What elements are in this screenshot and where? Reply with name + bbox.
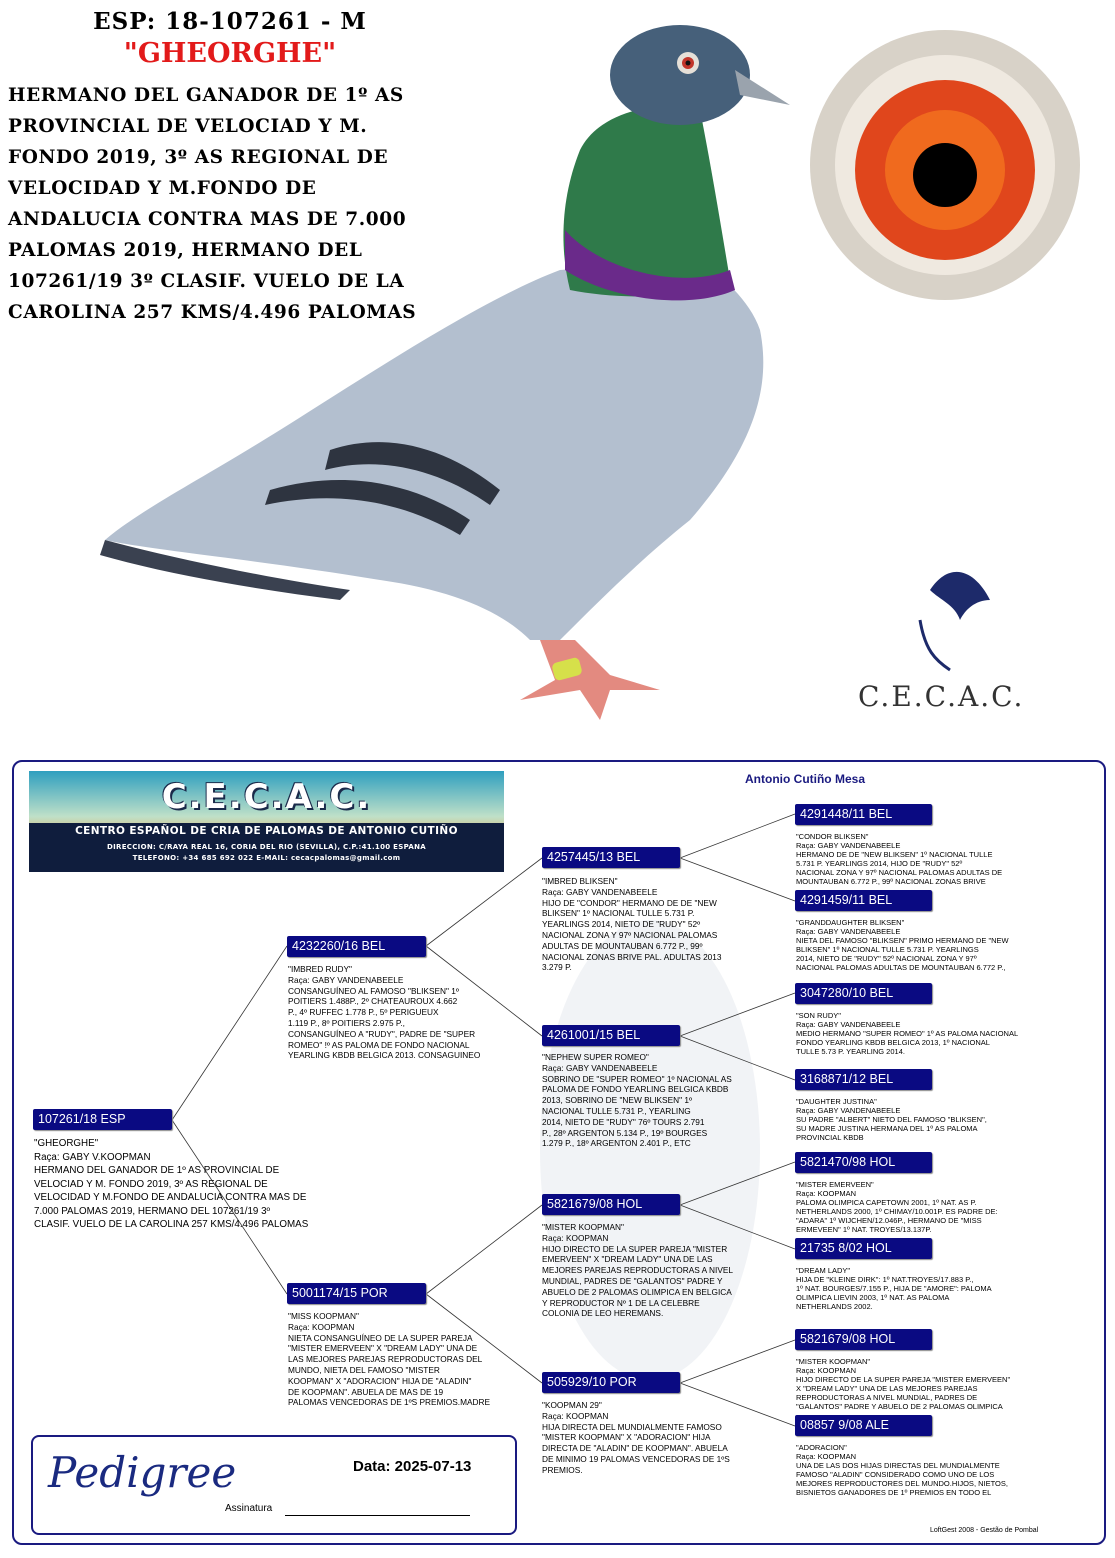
signature-label: Assinatura [225,1503,273,1514]
software-footer: LoftGest 2008 - Gestão de Pombal [930,1527,1039,1534]
ggp-info: "GRANDDAUGHTER BLIKSEN" Raça: GABY VANDENABEELE NIETA DEL FAMOSO "BLIKSEN" PRIMO HERMANO DE "NEW BLIKSEN" 1º NACIONAL TULLE 5.731 P. YEARLINGS 2014, NIETO DE "RUDY" 52º NACIONAL ZONA Y 97º NACIONAL PALOMAS ADULTAS DE MOUNTAUBAN 6.772 P., [796,918,1009,972]
ggp-info: "MISTER EMERVEEN" Raça: KOOPMAN PALOMA OLIMPICA CAPETOWN 2001, 1º NAT. AS P. NETHERLANDS 2000, 1º CHIMAY/10.001P. ES PADRE DE: "ADARA" 1º WIJCHEN/12.046P., HERMANO DE "MISS ERMEVEEN" 1º NAT. TROYES/13.137P. [796,1180,998,1234]
ggp-info: "ADORACION" Raça: KOOPMAN UNA DE LAS DOS HIJAS DIRECTAS DEL MUNDIALMENTE FAMOSO "ALADIN" CONSIDERADO COMO UNO DE LOS MEJORES REPRODUCTORES DEL MUNDO.HIJOS, NIETOS, BISNIETOS GANADORES DE 1º PREMIOS EN TODO EL [796,1443,1008,1497]
ring-number-title: ESP: 18-107261 - M [93,8,367,35]
banner-title: C.E.C.A.C. [161,777,372,817]
ggp-ring-box: 4291459/11 BEL [795,890,932,911]
ggp-info: "DAUGHTER JUSTINA" Raça: GABY VANDENABEELE SU PADRE "ALBERT" NIETO DEL FAMOSO "BLIKSEN", SU MADRE JUSTINA HERMANA DEL 1º AS PALOMA PROVINCIAL KBDB [796,1097,987,1142]
ggp-info: "MISTER KOOPMAN" Raça: KOOPMAN HIJO DIRECTO DE LA SUPER PAREJA "MISTER EMERVEEN" X "DREAM LADY" UNA DE LAS MEJORES PAREJAS REPRODUCTORAS A NIVEL MUNDIAL, PADRES DE "GALANTOS" PADRE Y ABUELO DE 2 PALOMAS OLIMPICA [796,1357,1011,1411]
sire-dam-info: "NEPHEW SUPER ROMEO" Raça: GABY VANDENABEELE SOBRINO DE "SUPER ROMEO" 1º NACIONAL AS PALOMA DE FONDO YEARLING BELGICA KBDB 2013, SOBRINO DE "NEW BLIKSEN" 1º NACIONAL TULLE 5.731 P., YEARLING 2014, NIETO DE "RUDY" 76º TOURS 2.791 P., 28º ARGENTON 5.134 P., 19º BOURGES 1.279 P., 18º ARGENTON 2.401 P., ETC [542,1052,732,1149]
dam-dam-ring-box: 505929/10 POR [542,1372,680,1393]
pedigree-title: Pedigree [48,1448,237,1497]
sire-ring-box: 4232260/16 BEL [287,936,426,957]
subject-info: "GHEORGHE" Raça: GABY V.KOOPMAN HERMANO DEL GANADOR DE 1º AS PROVINCIAL DE VELOCIAD Y M. FONDO 2019, 3º AS REGIONAL DE VELOCIDAD Y M.FONDO DE ANDALUCIA CONTRA MAS DE 7.000 PALOMAS 2019, HERMANO DEL 107261/19 3º CLASIF. VUELO DE LA CAROLINA 257 KMS/4.496 PALOMAS [34,1138,309,1230]
ggp-ring-box: 5821679/08 HOL [795,1329,932,1350]
subject-ring-box: 107261/18 ESP [33,1109,172,1130]
ggp-ring-box: 3168871/12 BEL [795,1069,932,1090]
sire-sire-ring-box: 4257445/13 BEL [542,847,680,868]
ggp-info: "DREAM LADY" HIJA DE "KLEINE DIRK": 1º NAT.TROYES/17.883 P., 1º NAT. BOURGES/7.155 P., HIJA DE "AMORE": PALOMA OLIMPICA LIEVIN 2003, 1º NAT. AS PALOMA NETHERLANDS 2002. [796,1266,992,1311]
pigeon-name: "GHEORGHE" [123,38,337,69]
banner-subtitle: CENTRO ESPAÑOL DE CRIA DE PALOMAS DE ANTONIO CUTIÑO [75,825,458,837]
ggp-ring-box: 4291448/11 BEL [795,804,932,825]
sire-sire-info: "IMBRED BLIKSEN" Raça: GABY VANDENABEELE HIJO DE "CONDOR" HERMANO DE DE "NEW BLIKSEN" 1º NACIONAL TULLE 5.731 P. YEARLINGS 2014, NIETO DE "RUDY" 52º NACIONAL ZONA Y 97º NACIONAL PALOMAS ADULTAS DE MOUNTAUBAN 6.772 P., 99º NACIONAL ZONAS BRIVE PAL. ADULTAS 2013 3.279 P. [542,876,722,973]
owner-name: Antonio Cutiño Mesa [745,772,865,786]
ggp-ring-box: 21735 8/02 HOL [795,1238,932,1259]
sire-dam-ring-box: 4261001/15 BEL [542,1025,680,1046]
pigeon-description: HERMANO DEL GANADOR DE 1º AS PROVINCIAL DE VELOCIAD Y M. FONDO 2019, 3º AS REGIONAL DE VELOCIDAD Y M.FONDO DE ANDALUCIA CONTRA MAS DE 7.000 PALOMAS 2019, HERMANO DEL 107261/19 3º CLASIF. VUELO DE LA CAROLINA 257 KMS/4.496 PALOMAS [8,85,417,323]
pedigree-date: Data: 2025-07-13 [353,1458,472,1475]
cecac-logo-text: C.E.C.A.C. [858,680,1025,713]
dam-dam-info: "KOOPMAN 29" Raça: KOOPMAN HIJA DIRECTA DEL MUNDIALMENTE FAMOSO "MISTER KOOPMAN" X "ADORACION" HIJA DIRECTA DE "ALADIN" DE KOOPMAN". ABUELA DE MINIMO 19 PALOMAS VENCEDORAS DE 1ºS PREMIOS. [542,1400,730,1475]
ggp-ring-box: 08857 9/08 ALE [795,1415,932,1436]
signature-line [285,1515,470,1516]
ggp-info: "CONDOR BLIKSEN" Raça: GABY VANDENABEELE HERMANO DE DE "NEW BLIKSEN" 1º NACIONAL TULLE 5.731 P. YEARLINGS 2014, HIJO DE "RUDY" 52º NACIONAL ZONA Y 97º NACIONAL PALOMAS ADULTAS DE MOUNTAUBAN 6.772 P., 99º NACIONAL ZONAS BRIVE [796,832,1003,886]
banner-contact: TELEFONO: +34 685 692 022 E-MAIL: cecacpalomas@gmail.com [132,854,401,862]
sire-info: "IMBRED RUDY" Raça: GABY VANDENABEELE CONSANGUÍNEO AL FAMOSO "BLIKSEN" 1º POITIERS 1.488P., 2º CHATEAUROUX 4.662 P., 4º RUFFEC 1.778 P., 5º PERIGUEUX 1.119 P., 8º POITIERS 2.975 P., CONSANGUÍNEO A "RUDY", PADRE DE "SUPER ROMEO" !º AS PALOMA DE FONDO NACIONAL YEARLING KBDB BELGICA 2013. CONSAGUINEO [288,964,481,1061]
ggp-ring-box: 5821470/98 HOL [795,1152,932,1173]
banner-address: DIRECCION: C/RAYA REAL 16, CORIA DEL RIO (SEVILLA), C.P.:41.100 ESPANA [107,843,426,851]
dam-info: "MISS KOOPMAN" Raça: KOOPMAN NIETA CONSANGUÍNEO DE LA SUPER PAREJA "MISTER EMERVEEN" X "DREAM LADY" UNA DE LAS MEJORES PAREJAS REPRODUCTORAS DEL MUNDO, NIETA DEL FAMOSO "MISTER KOOPMAN" X "ADORACION" HIJA DE "ALADIN" DE KOOPMAN". ABUELA DE MAS DE 19 PALOMAS VENCEDORAS DE 1ºS PREMIOS.MADRE [288,1311,491,1408]
dam-sire-info: "MISTER KOOPMAN" Raça: KOOPMAN HIJO DIRECTO DE LA SUPER PAREJA "MISTER EMERVEEN" X "DREAM LADY" UNA DE LAS MEJORES PAREJAS REPRODUCTORAS A NIVEL MUNDIAL, PADRES DE "GALANTOS" PADRE Y ABUELO DE 2 PALOMAS OLIMPICA EN BELGICA Y REPRODUCTOR Nº 1 DE LA CELEBRE COLONIA DE LEO HEREMANS. [542,1222,734,1319]
dam-ring-box: 5001174/15 POR [287,1283,426,1304]
ggp-info: "SON RUDY" Raça: GABY VANDENABEELE MEDIO HERMANO "SUPER ROMEO" 1º AS PALOMA NACIONAL FONDO YEARLING KBDB BELGICA 2013, 1º NACIONAL TULLE 5.73 P. YEARLING 2014. [796,1011,1019,1056]
ggp-ring-box: 3047280/10 BEL [795,983,932,1004]
dam-sire-ring-box: 5821679/08 HOL [542,1194,680,1215]
